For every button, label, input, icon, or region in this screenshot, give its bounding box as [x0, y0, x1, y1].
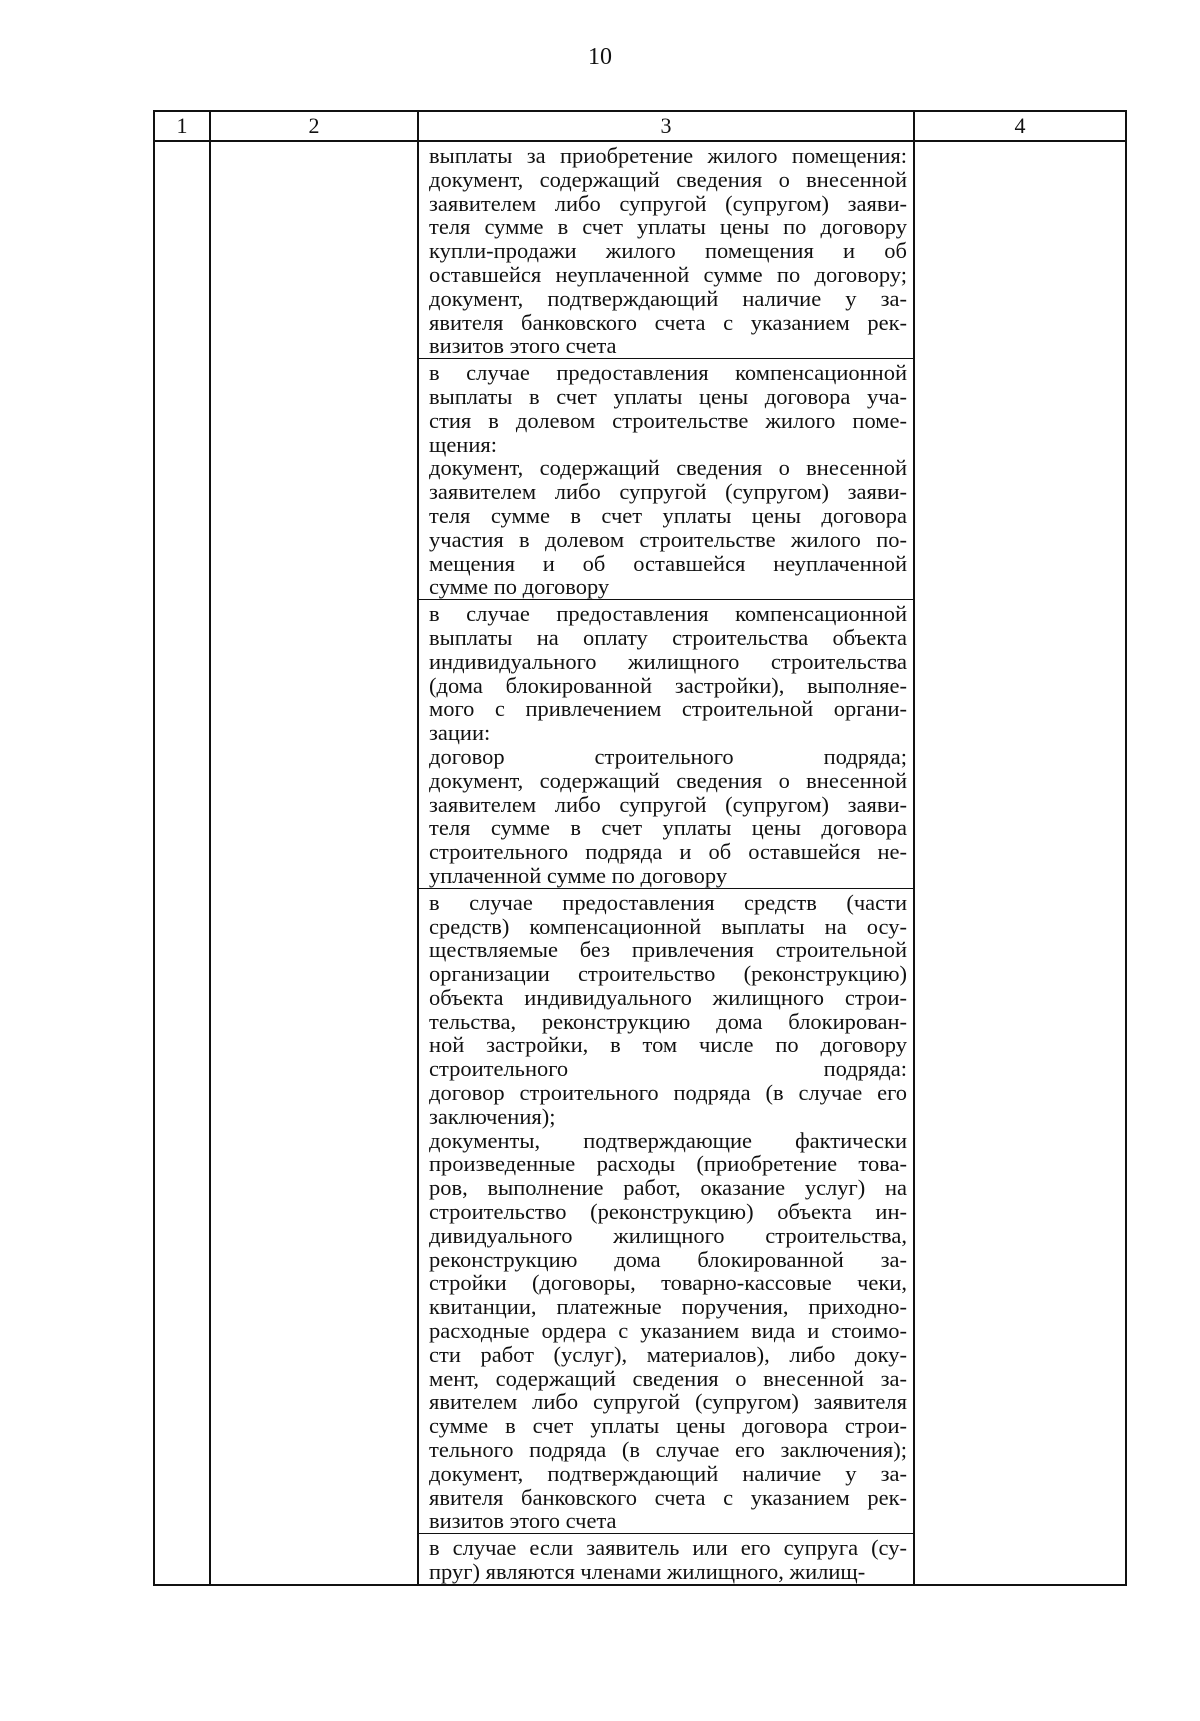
text-line: квитанции, платежные поручения, приходно-	[429, 1294, 907, 1320]
text-line: индивидуального жилищного строительства	[429, 648, 907, 674]
text-line: явителя банковского счета с указанием рек-	[429, 309, 907, 335]
text-line: строительство (реконструкцию) объекта ин-	[429, 1199, 907, 1225]
text-line: явителя банковского счета с указанием рек-	[429, 1484, 907, 1510]
text-line: в случае предоставления средств (части	[429, 889, 907, 915]
text-line: средств) компенсационной выплаты на осу-	[429, 913, 907, 939]
text-line: строительного подряда:	[429, 1056, 907, 1082]
requirement-cell	[419, 600, 913, 889]
table-header-row	[154, 111, 1126, 141]
text-line: мент, содержащий сведения о внесенной за-	[429, 1365, 907, 1391]
text-line: участия в долевом строительстве жилого по-	[429, 526, 907, 552]
text-line: в случае если заявитель или его супруга (су-	[429, 1535, 907, 1561]
column-header-1: 1	[154, 111, 210, 141]
text-line: дивидуального жилищного строительства,	[429, 1222, 907, 1248]
text-line: документ, подтверждающий наличие у за-	[429, 1460, 907, 1486]
column-4-cell	[914, 141, 1126, 1585]
text-line: документ, содержащий сведения о внесенной	[429, 767, 907, 793]
requirement-cell	[419, 1534, 913, 1584]
text-line: теля сумме в счет уплаты цены договора	[429, 502, 907, 528]
text-line: (дома блокированной застройки), выполняе-	[429, 672, 907, 698]
column-3-cell	[418, 141, 914, 1585]
text-line: заявителем либо супругой (супругом) заяви-	[429, 479, 907, 505]
text-line: явителем либо супругой (супругом) заявителя	[429, 1389, 907, 1415]
text-line: документ, содержащий сведения о внесенной	[429, 455, 907, 481]
text-line: ществляемые без привлечения строительной	[429, 937, 907, 963]
column-header-3: 3	[418, 111, 914, 141]
text-line: документы, подтверждающие фактически	[429, 1127, 907, 1153]
text-line: стия в долевом строительстве жилого поме-	[429, 407, 907, 433]
text-line: теля сумме в счет уплаты цены договора	[429, 815, 907, 841]
text-line: щения:	[429, 431, 497, 457]
text-line: объекта индивидуального жилищного строи-	[429, 984, 907, 1010]
text-line: договор строительного подряда (в случае его	[429, 1080, 907, 1106]
text-line: организации строительство (реконструкцию)	[429, 961, 907, 987]
document-table	[153, 110, 1127, 1586]
text-line: строительного подряда и об оставшейся не-	[429, 839, 907, 865]
text-line: ров, выполнение работ, оказание услуг) на	[429, 1175, 907, 1201]
text-line: купли-продажи жилого помещения и об	[429, 238, 907, 264]
text-line: зации:	[429, 720, 491, 746]
text-line: мого с привлечением строительной органи-	[429, 696, 907, 722]
text-line: теля сумме в счет уплаты цены по договору	[429, 214, 907, 240]
column-1-cell	[154, 141, 210, 1585]
text-line: в случае предоставления компенсационной	[429, 601, 907, 627]
text-line: расходные ордера с указанием вида и стоимо-	[429, 1318, 907, 1344]
text-line: визитов этого счета	[429, 333, 617, 359]
text-line: договор строительного подряда;	[429, 743, 907, 769]
text-line: мещения и об оставшейся неуплаченной	[429, 550, 907, 576]
text-line: выплаты за приобретение жилого помещения:	[429, 143, 907, 168]
text-line: визитов этого счета	[429, 1508, 617, 1534]
text-line: выплаты на оплату строительства объекта	[429, 624, 907, 650]
requirements-list	[419, 142, 913, 1584]
text-line: произведенные расходы (приобретение това-	[429, 1151, 907, 1177]
text-line: тельного подряда (в случае его заключения);	[429, 1437, 907, 1463]
text-line: заявителем либо супругой (супругом) заяви-	[429, 190, 907, 216]
column-header-4: 4	[914, 111, 1126, 141]
text-line: заявителем либо супругой (супругом) заяви-	[429, 791, 907, 817]
text-line: сумме по договору	[429, 574, 610, 600]
text-line: оставшейся неуплаченной сумме по договору;	[429, 261, 907, 287]
text-line: сти работ (услуг), материалов), либо доку-	[429, 1341, 907, 1367]
column-header-2: 2	[210, 111, 418, 141]
text-line: документ, подтверждающий наличие у за-	[429, 285, 907, 311]
text-line: ной застройки, в том числе по договору	[429, 1032, 907, 1058]
text-line: в случае предоставления компенсационной	[429, 360, 907, 386]
text-line: заключения);	[429, 1103, 556, 1129]
text-line: тельства, реконструкцию дома блокирован-	[429, 1008, 907, 1034]
text-line: пруг) являются членами жилищного, жилищ-	[429, 1559, 866, 1585]
table-body-row	[154, 141, 1126, 1585]
text-line: уплаченной сумме по договору	[429, 862, 728, 888]
requirement-cell	[419, 889, 913, 1535]
column-2-cell	[210, 141, 418, 1585]
requirement-cell	[419, 359, 913, 600]
text-line: документ, содержащий сведения о внесенной	[429, 166, 907, 192]
page-number: 10	[588, 44, 612, 70]
text-line: стройки (договоры, товарно-кассовые чеки,	[429, 1270, 907, 1296]
text-line: сумме в счет уплаты цены договора строи-	[429, 1413, 907, 1439]
text-line: реконструкцию дома блокированной за-	[429, 1246, 907, 1272]
text-line: выплаты в счет уплаты цены договора уча-	[429, 383, 907, 409]
requirement-cell	[419, 142, 913, 359]
